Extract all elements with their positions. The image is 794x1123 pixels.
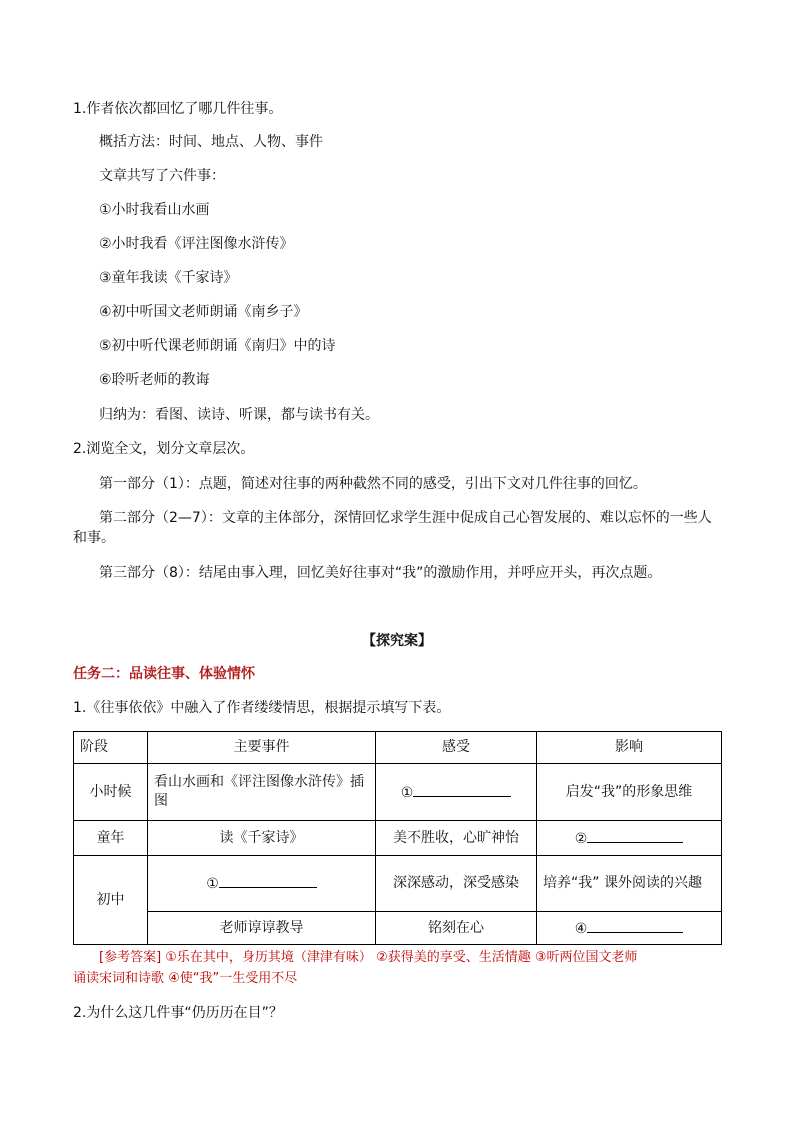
table-row	[74, 764, 722, 821]
feeling-cell: 美不胜收，心旷神怡	[376, 821, 537, 856]
blank-number: ①	[400, 784, 414, 801]
feeling-cell	[376, 764, 537, 821]
task-question-1: 1.《往事依依》中融入了作者缕缕情思，根据提示填写下表。	[73, 700, 451, 716]
reference-answer-line-1: [参考答案] ①乐在其中，身历其境（津津有味） ②获得美的享受、生活情趣 ③听两位国文老师	[99, 950, 638, 965]
fill-in-table	[73, 731, 722, 945]
reference-answer-line-2: 诵读宋词和诗歌 ④使“我”一生受用不尽	[73, 971, 298, 986]
stage-cell: 童年	[74, 821, 148, 856]
event-item: ②小时我看《评注图像水浒传》	[99, 236, 294, 252]
header-cell: 影响	[537, 732, 722, 764]
stage-cell: 小时候	[74, 764, 148, 821]
event-item: ⑤初中听代课老师朗诵《南归》中的诗	[99, 338, 336, 354]
event-count: 文章共写了六件事：	[99, 168, 225, 184]
answer-blank[interactable]	[587, 828, 683, 843]
event-cell: 看山水画和《评注图像水浒传》插图	[148, 764, 376, 821]
event-cell: 老师谆谆教导	[148, 912, 376, 945]
effect-cell	[537, 821, 722, 856]
blank-number: ②	[574, 830, 588, 847]
structure-part-3: 第三部分（8）：结尾由事入理，回忆美好往事对“我”的激励作用，并呼应开头，再次点题。	[99, 565, 662, 581]
structure-part-1: 第一部分（1）：点题，简述对往事的两种截然不同的感受，引出下文对几件往事的回忆。	[99, 476, 647, 492]
table-row	[74, 856, 722, 912]
table-row	[74, 821, 722, 856]
feeling-cell: 深深感动，深受感染	[376, 856, 537, 912]
blank-number: ④	[574, 920, 588, 937]
answer-blank[interactable]	[219, 873, 317, 888]
feeling-cell: 铭刻在心	[376, 912, 537, 945]
table-header-row	[74, 732, 722, 764]
question-1-title: 1.作者依次都回忆了哪几件往事。	[73, 101, 283, 117]
section-heading: 【探究案】	[362, 633, 432, 649]
effect-cell: 启发“我”的形象思维	[537, 764, 722, 821]
summary-method: 概括方法：时间、地点、人物、事件	[99, 134, 323, 150]
task-2-heading: 任务二：品读往事、体验情怀	[73, 666, 255, 682]
structure-part-2: 第二部分（2—7）：文章的主体部分，深情回忆求学生涯中促成自己心智发展的、难以忘怀的一些人和事。	[73, 510, 712, 546]
event-item: ①小时我看山水画	[99, 202, 210, 218]
blank-number: ①	[206, 876, 219, 892]
event-item: ⑥聆听老师的教诲	[99, 372, 210, 388]
event-cell: 读《千家诗》	[148, 821, 376, 856]
event-item: ③童年我读《千家诗》	[99, 270, 238, 286]
header-cell: 感受	[376, 732, 537, 764]
header-cell: 阶段	[74, 732, 148, 764]
question-2-title: 2.浏览全文，划分文章层次。	[73, 441, 255, 457]
stage-cell: 初中	[74, 856, 148, 945]
effect-cell: 培养“我” 课外阅读的兴趣	[537, 856, 722, 912]
table-row	[74, 912, 722, 945]
effect-cell	[537, 912, 722, 945]
answer-blank[interactable]	[413, 782, 511, 797]
event-item: ④初中听国文老师朗诵《南乡子》	[99, 304, 308, 320]
answer-blank[interactable]	[587, 918, 683, 933]
header-cell: 主要事件	[148, 732, 376, 764]
task-question-2: 2.为什么这几件事“仍历历在目”？	[73, 1005, 283, 1021]
event-cell	[148, 856, 376, 912]
event-summary: 归纳为：看图、读诗、听课，都与读书有关。	[99, 407, 379, 423]
